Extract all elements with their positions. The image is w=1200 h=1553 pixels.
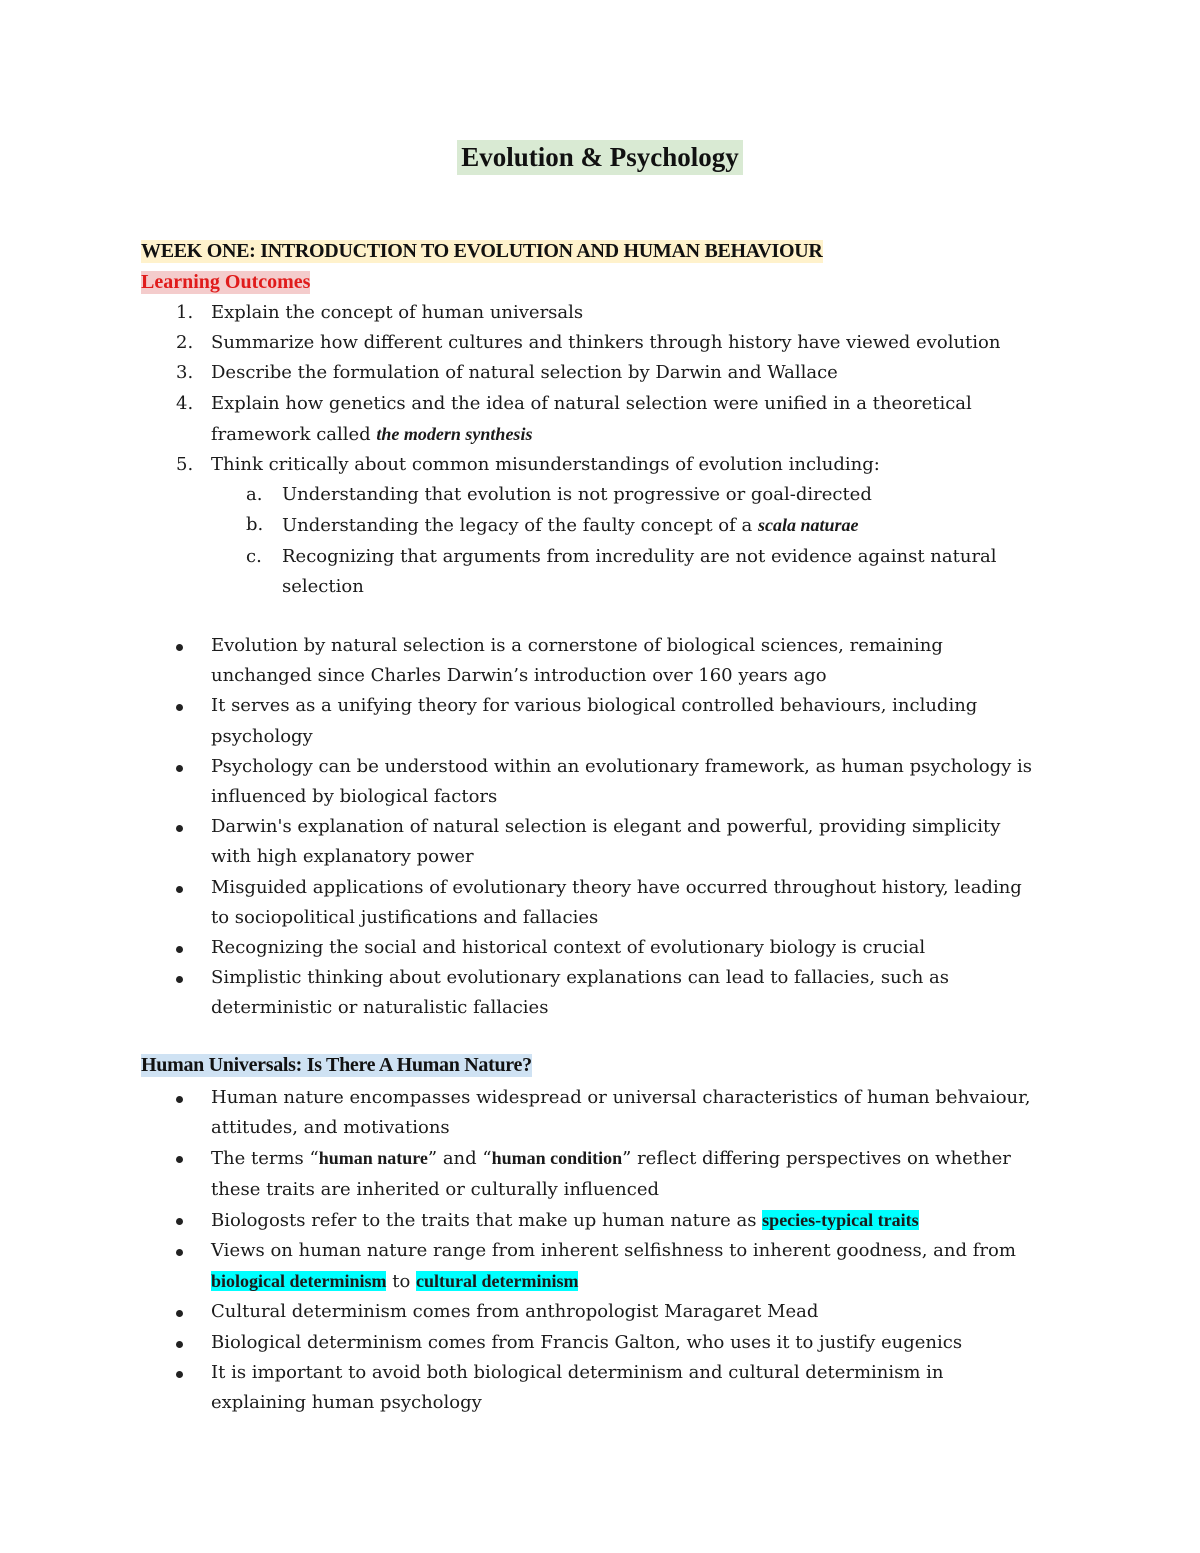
bullet-text: Cultural determinism comes from anthropologist Maragaret Mead (211, 1301, 819, 1323)
bullet-text: Recognizing the social and historical context of evolutionary biology is crucial (211, 937, 926, 959)
bullet-icon (176, 644, 183, 651)
text-span: Biologosts refer to the traits that make up human nature as (211, 1209, 763, 1231)
bullet-icon (176, 1218, 183, 1225)
bullet-text: Evolution by natural selection is a cornerstone of biological sciences, remaining unchanged since Charles Darwin’s introduction over 160 years ago (211, 635, 943, 687)
list-item-text: Think critically about common misunderstandings of evolution including: (211, 454, 880, 476)
sub-list-marker: a. (246, 484, 263, 506)
bullet-item (0, 1328, 1200, 1358)
list-item-text: Summarize how different cultures and thinkers through history have viewed evolution (211, 332, 1001, 354)
intro-bullet-list (0, 631, 1200, 1024)
bullet-item (0, 1236, 1200, 1297)
text-span: Views on human nature range from inherent selfishness to inherent goodness, and from (211, 1240, 1016, 1262)
bullet-item (0, 1205, 1200, 1236)
bullet-icon (176, 1249, 183, 1256)
list-item (0, 450, 1200, 480)
bullet-item (0, 1358, 1200, 1418)
bullet-item (0, 752, 1200, 812)
list-marker: 1. (176, 302, 194, 323)
bullet-icon (176, 1156, 183, 1163)
bullet-item (0, 873, 1200, 933)
sub-list-marker: c. (246, 545, 262, 567)
bullet-text: Biological determinism comes from Francis Galton, who uses it to justify eugenics (211, 1331, 963, 1353)
emphasis-term: the modern synthesis (376, 423, 533, 444)
sub-list-item-text: Understanding that evolution is not progressive or goal-directed (282, 484, 872, 506)
bullet-icon (176, 765, 183, 772)
key-term: human nature (318, 1148, 428, 1169)
list-item-text-span: Explain how genetics and the idea of natural selection were unified in a theoretical framework called (211, 392, 972, 445)
bullet-text: Misguided applications of evolutionary theory have occurred throughout history, leading to sociopolitical justifications and fallacies (211, 876, 1022, 928)
text-span: The terms “ (211, 1148, 319, 1170)
bullet-icon (176, 1341, 183, 1348)
highlighted-term: species-typical traits (762, 1209, 919, 1230)
title-container (0, 140, 1200, 175)
week-heading: WEEK ONE: INTRODUCTION TO EVOLUTION AND HUMAN BEHAVIOUR (141, 240, 823, 262)
sub-list-item-text (282, 510, 1042, 541)
bullet-item (0, 933, 1200, 963)
bullet-text: Darwin's explanation of natural selection is elegant and powerful, providing simplicity with high explanatory power (211, 816, 1001, 868)
bullet-item (0, 963, 1200, 1023)
bullet-item (0, 631, 1200, 691)
bullet-item (0, 1143, 1200, 1204)
bullet-icon (176, 704, 183, 711)
bullet-text: Human nature encompasses widespread or universal characteristics of human behvaiour, attitudes, and motivations (211, 1087, 1031, 1139)
bullet-item (0, 691, 1200, 751)
sub-list-item-text-span: Understanding the legacy of the faulty concept of a (282, 515, 758, 537)
bullet-icon (176, 1371, 183, 1378)
bullet-item (0, 1083, 1200, 1143)
emphasis-term: scala naturae (757, 515, 859, 536)
bullet-text (211, 1236, 1041, 1297)
list-marker: 2. (176, 332, 194, 354)
bullet-text: Simplistic thinking about evolutionary explanations can lead to fallacies, such as deterministic or naturalistic fallacies (211, 967, 950, 1019)
bullet-text (211, 1143, 1041, 1204)
list-item (0, 328, 1200, 358)
human-universals-bullet-list (0, 1083, 1200, 1418)
list-item (0, 389, 1200, 450)
document-title: Evolution & Psychology (457, 140, 743, 175)
sub-list-marker: b. (246, 514, 264, 536)
learning-outcomes-heading: Learning Outcomes (141, 271, 311, 293)
key-term: human condition (491, 1148, 623, 1169)
sub-list-item-text: Recognizing that arguments from incredulity are not evidence against natural selection (282, 545, 997, 597)
bullet-text: It is important to avoid both biological determinism and cultural determinism in explaining human psychology (211, 1361, 944, 1414)
highlighted-term: biological determinism (211, 1271, 387, 1292)
list-item (0, 358, 1200, 388)
bullet-item (0, 1297, 1200, 1327)
bullet-icon (176, 825, 183, 832)
list-item-text: Describe the formulation of natural selection by Darwin and Wallace (211, 362, 838, 384)
bullet-text: It serves as a unifying theory for various biological controlled behaviours, including psychology (211, 695, 978, 747)
bullet-text (211, 1205, 1041, 1236)
bullet-text: Psychology can be understood within an evolutionary framework, as human psychology is influenced by biological factors (211, 755, 1033, 808)
list-marker: 4. (176, 392, 194, 414)
list-item-text (211, 389, 1041, 450)
sub-list-item (0, 510, 1200, 541)
bullet-icon (176, 1096, 183, 1103)
text-span: ” reflect differing perspectives on whether these traits are inherited or culturally influenced (211, 1148, 1011, 1200)
bullet-icon (176, 946, 183, 953)
bullet-icon (176, 976, 183, 983)
bullet-icon (176, 1310, 183, 1317)
highlighted-term: cultural determinism (416, 1271, 579, 1292)
bullet-item (0, 812, 1200, 872)
list-marker: 3. (176, 362, 194, 384)
bullet-icon (176, 886, 183, 893)
list-marker: 5. (176, 454, 194, 476)
sub-list-item (0, 542, 1200, 602)
list-item (0, 298, 1200, 328)
list-item-text: Explain the concept of human universals (211, 302, 584, 323)
section-heading: Human Universals: Is There A Human Nature? (141, 1054, 532, 1076)
sub-list-item (0, 480, 1200, 510)
text-span: ” and “ (427, 1148, 492, 1170)
text-span: to (386, 1271, 416, 1293)
learning-outcomes-list (0, 298, 1200, 602)
